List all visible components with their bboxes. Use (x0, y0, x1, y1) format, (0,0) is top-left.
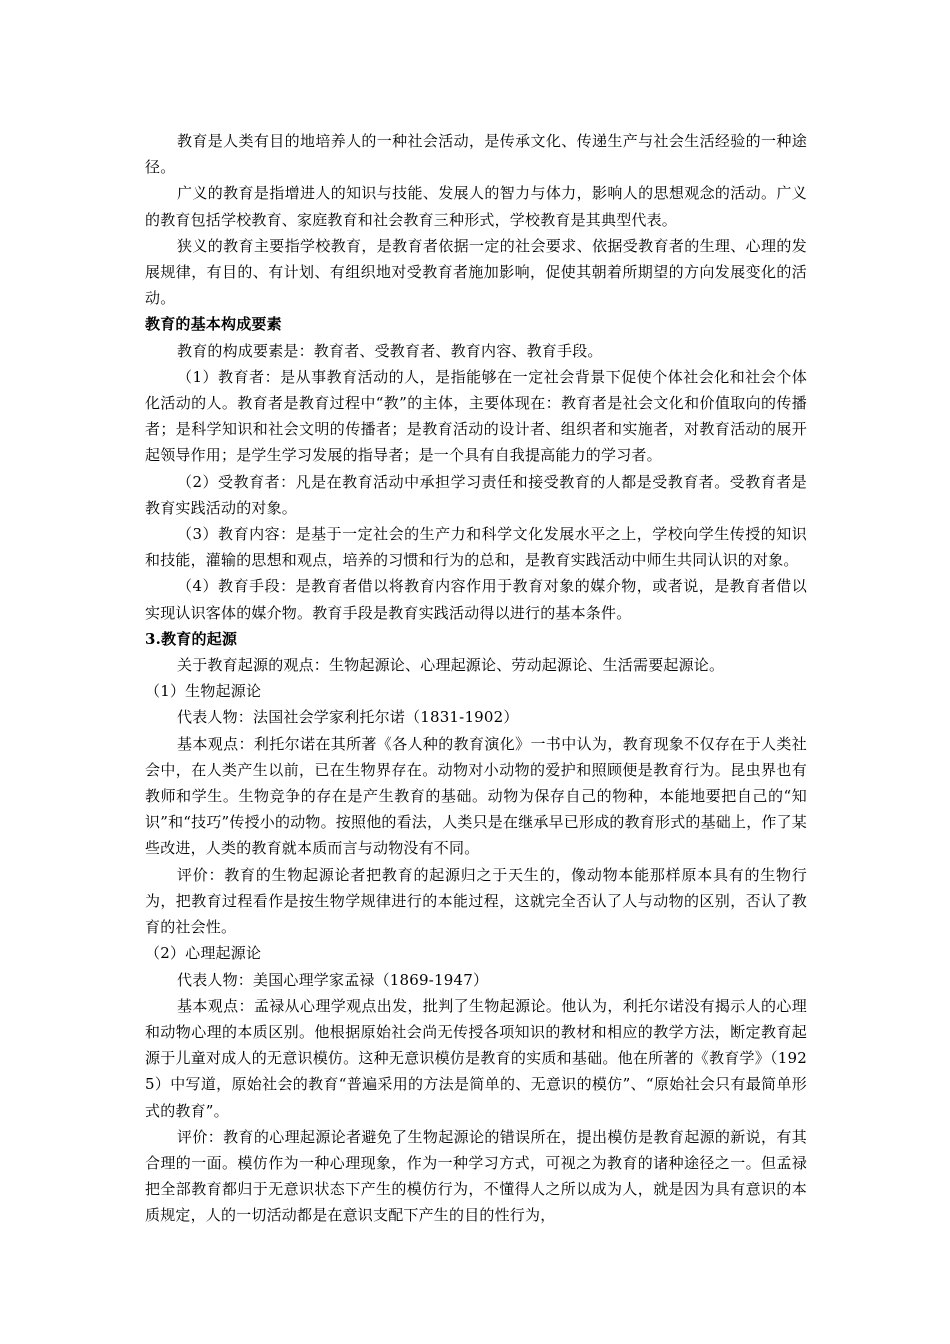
paragraph-psy-representative: 代表人物：美国心理学家孟禄（1869-1947） (177, 970, 489, 989)
paragraph-elements-list: 教育的构成要素是：教育者、受教育者、教育内容、教育手段。 (177, 341, 603, 360)
paragraph-bio-evaluation: 评价：教育的生物起源论者把教育的起源归之于天生的，像动物本能那样原本具有的生物行为，把教育过程看作是按生物学规律进行的本能过程，这就完全否认了人与动物的区别，否认了教育的社会性。 (145, 865, 807, 937)
paragraph-bio-viewpoint: 基本观点：利托尔诺在其所著《各人种的教育演化》一书中认为，教育现象不仅存在于人类社会中，在人类产生以前，已在生物界存在。动物对小动物的爱护和照顾便是教育行为。昆虫界也有教师和学生。生物竞争的存在是产生教育的基础。动物为保存自己的物种，本能地要把自己的“知识”和“技巧”传授小的动物。按照他的看法，人类只是在继承早已形成的教育形式的基础上，作了某些改进，人类的教育就本质而言与动物没有不同。 (145, 734, 808, 858)
paragraph-educator: （1）教育者：是从事教育活动的人，是指能够在一定社会背景下促使个体社会化和社会个体化活动的人。教育者是教育过程中“教”的主体，主要体现在：教育者是社会文化和价值取向的传播者；是科学知识和社会文明的传播者；是教育活动的设计者、组织者和实施者，对教育活动的展开起领导作用；是学生学习发展的指导者；是一个具有自我提高能力的学习者。 (145, 367, 807, 465)
section-heading-basic-elements: 教育的基本构成要素 (145, 315, 282, 334)
subheading-biological-origin: （1）生物起源论 (145, 682, 262, 701)
subheading-psychological-origin: （2）心理起源论 (145, 944, 262, 963)
paragraph-broad-education: 广义的教育是指增进人的知识与技能、发展人的智力与体力，影响人的思想观念的活动。广义的教育包括学校教育、家庭教育和社会教育三种形式，学校教育是其典型代表。 (145, 184, 807, 229)
paragraph-bio-representative: 代表人物：法国社会学家利托尔诺（1831-1902） (177, 708, 519, 727)
paragraph-content: （3）教育内容：是基于一定社会的生产力和科学文化发展水平之上，学校向学生传授的知识和技能，灌输的思想和观点，培养的习惯和行为的总和，是教育实践活动中师生共同认识的对象。 (145, 525, 807, 570)
document-page (145, 128, 807, 1229)
paragraph-psy-viewpoint: 基本观点：孟禄从心理学观点出发，批判了生物起源论。他认为，利托尔诺没有揭示人的心理和动物心理的本质区别。他根据原始社会尚无传授各项知识的教材和相应的教学方法，断定教育起源于儿童对成人的无意识模仿。这种无意识模仿是教育的实质和基础。他在所著的《教育学》（1925）中写道，原始社会的教育“普遍采用的方法是简单的、无意识的模仿”、“原始社会只有最简单形式的教育”。 (145, 996, 807, 1120)
paragraph-definition: 教育是人类有目的地培养人的一种社会活动，是传承文化、传递生产与社会生活经验的一种途径。 (145, 132, 807, 177)
paragraph-narrow-education: 狭义的教育主要指学校教育，是教育者依据一定的社会要求、依据受教育者的生理、心理的发展规律，有目的、有计划、有组织地对受教育者施加影响，促使其朝着所期望的方向发展变化的活动。 (145, 236, 807, 308)
paragraph-psy-evaluation: 评价：教育的心理起源论者避免了生物起源论的错误所在，提出模仿是教育起源的新说，有其合理的一面。模仿作为一种心理现象，作为一种学习方式，可视之为教育的诸种途径之一。但孟禄把全部教育都归于无意识状态下产生的模仿行为，不懂得人之所以成为人，就是因为具有意识的本质规定，人的一切活动都是在意识支配下产生的目的性行为， (145, 1127, 807, 1225)
paragraph-means: （4）教育手段：是教育者借以将教育内容作用于教育对象的媒介物，或者说，是教育者借以实现认识客体的媒介物。教育手段是教育实践活动得以进行的基本条件。 (145, 577, 807, 622)
section-heading-origin: 3.教育的起源 (145, 629, 238, 648)
paragraph-origin-views: 关于教育起源的观点：生物起源论、心理起源论、劳动起源论、生活需要起源论。 (177, 656, 725, 675)
paragraph-educatee: （2）受教育者：凡是在教育活动中承担学习责任和接受教育的人都是受教育者。受教育者是教育实践活动的对象。 (145, 472, 807, 517)
